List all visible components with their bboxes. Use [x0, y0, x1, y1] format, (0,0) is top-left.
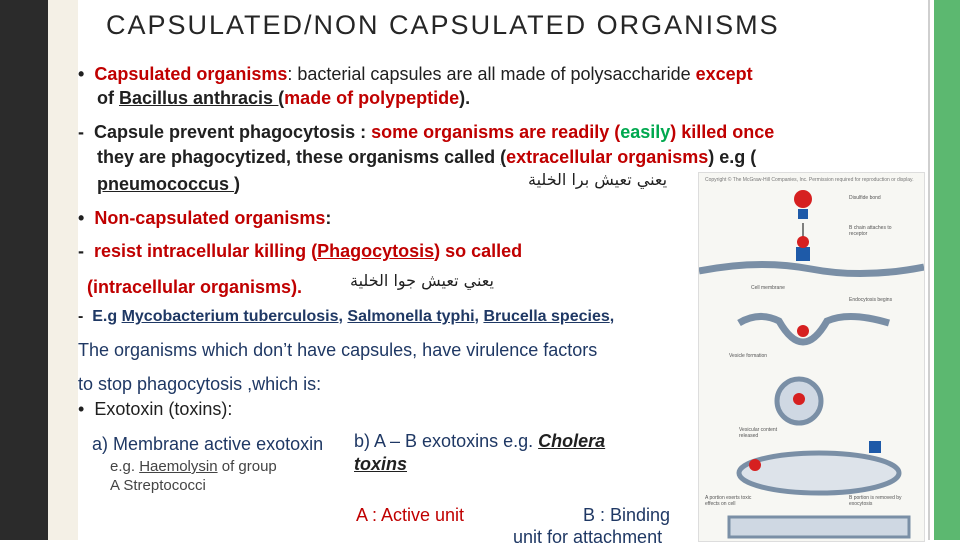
- ab-toxin-figure: [698, 172, 925, 542]
- bound-toxin-icon: [796, 247, 810, 261]
- membrane-active-exotoxin: a) Membrane active exotoxin: [92, 434, 324, 454]
- release-vesicle-shape: [739, 453, 899, 493]
- examples-line: - E.g Mycobacterium tuberculosis, Salmonella typhi, Brucella species,: [78, 308, 615, 325]
- capsulated-bullet: • Capsulated organisms: bacterial capsules are all made of polysaccharide except: [78, 64, 753, 84]
- bound-toxin-a-icon: [797, 236, 809, 248]
- endocytosis-shape: [739, 316, 889, 342]
- capsule-definition: : bacterial capsules are all made of polysaccharide: [287, 64, 691, 84]
- active-unit: A : Active unit: [356, 505, 465, 525]
- arabic-note-outside: يعني تعيش برا الخلية: [528, 170, 668, 189]
- vesicle-toxin-icon: [793, 393, 805, 405]
- intracellular-point: - resist intracellular killing (Phagocytosis) so called: [78, 241, 523, 261]
- virulence-text-1: The organisms which don’t have capsules, have virulence factors: [78, 340, 598, 360]
- toxins-word: toxins: [354, 454, 408, 474]
- pneumococcus: pneumococcus: [97, 174, 235, 194]
- right-divider-line: [928, 0, 930, 540]
- label-binds: B chain attaches to receptor: [849, 225, 892, 237]
- label-vesicle-content: Vesicular content released: [739, 427, 778, 439]
- released-a-icon: [749, 459, 761, 471]
- salmonella-typhi: Salmonella typhi: [347, 308, 475, 325]
- label-vesicle: Vesicle formation: [729, 353, 768, 359]
- non-capsulated-bullet: • Non-capsulated organisms:: [78, 208, 332, 228]
- capsulated-heading: Capsulated organisms: [94, 64, 288, 84]
- ab-exotoxins: b) A – B exotoxins e.g. Cholera: [354, 431, 606, 451]
- slide-title: CAPSULATED/NON CAPSULATED ORGANISMS: [106, 10, 780, 40]
- phagocytosis-point: - Capsule prevent phagocytosis : some organisms are readily (easily) killed once: [78, 122, 775, 142]
- left-dark-border: [0, 0, 48, 540]
- brucella-species: Brucella species: [483, 308, 610, 325]
- label-endocytosis: Endocytosis begins: [849, 297, 893, 303]
- figure-copyright: Copyright © The McGraw-Hill Companies, Inc. Permission required for reproduction or display.: [705, 177, 914, 183]
- intracellular-organisms: (intracellular organisms).: [87, 277, 303, 297]
- toxin-a-chain-icon: [794, 190, 812, 208]
- cholera: Cholera: [538, 431, 606, 451]
- non-capsulated-heading: Non-capsulated organisms: [94, 208, 326, 228]
- endocytosed-toxin-icon: [797, 325, 809, 337]
- binding-unit: B : Binding: [583, 505, 671, 525]
- group-a-streptococci: A Streptococci: [110, 477, 206, 494]
- attachment-unit: unit for attachment: [513, 527, 663, 547]
- label-b-portion: B portion is removed by exocytosis: [849, 495, 902, 507]
- capsulated-line-2: of Bacillus anthracis (made of polypeptide).: [97, 88, 471, 108]
- exotoxin-bullet: • Exotoxin (toxins):: [78, 399, 233, 419]
- cell-membrane-shape: [699, 264, 924, 273]
- haemolysin-example: e.g. Haemolysin of group: [110, 458, 277, 475]
- exotoxin-label: Exotoxin (toxins):: [94, 399, 233, 419]
- phagocytosis-line-3: pneumococcus ): [97, 174, 241, 194]
- bottom-membrane-shape: [729, 517, 909, 537]
- left-cream-strip: [48, 0, 78, 540]
- label-disulfide: Disulfide bond: [849, 195, 881, 201]
- released-b-icon: [869, 441, 881, 453]
- extracellular-organisms: extracellular organisms: [506, 147, 709, 167]
- toxin-b-chain-icon: [798, 209, 808, 219]
- phagocytosis-line-2: they are phagocytized, these organisms called (extracellular organisms) e.g (: [97, 147, 757, 167]
- mycobacterium-tuberculosis: Mycobacterium tuberculosis: [121, 308, 339, 325]
- arabic-note-inside: يعني تعيش جوا الخلية: [350, 271, 494, 290]
- right-green-border: [934, 0, 960, 540]
- phagocytosis-term: Phagocytosis: [317, 241, 435, 261]
- label-cell-membrane: Cell membrane: [751, 285, 785, 291]
- label-a-portion: A portion exerts toxic effects on cell: [705, 495, 752, 507]
- bacillus-anthracis: Bacillus anthracis: [119, 88, 279, 108]
- virulence-text-2: to stop phagocytosis ,which is:: [78, 374, 322, 394]
- haemolysin: Haemolysin: [139, 458, 218, 475]
